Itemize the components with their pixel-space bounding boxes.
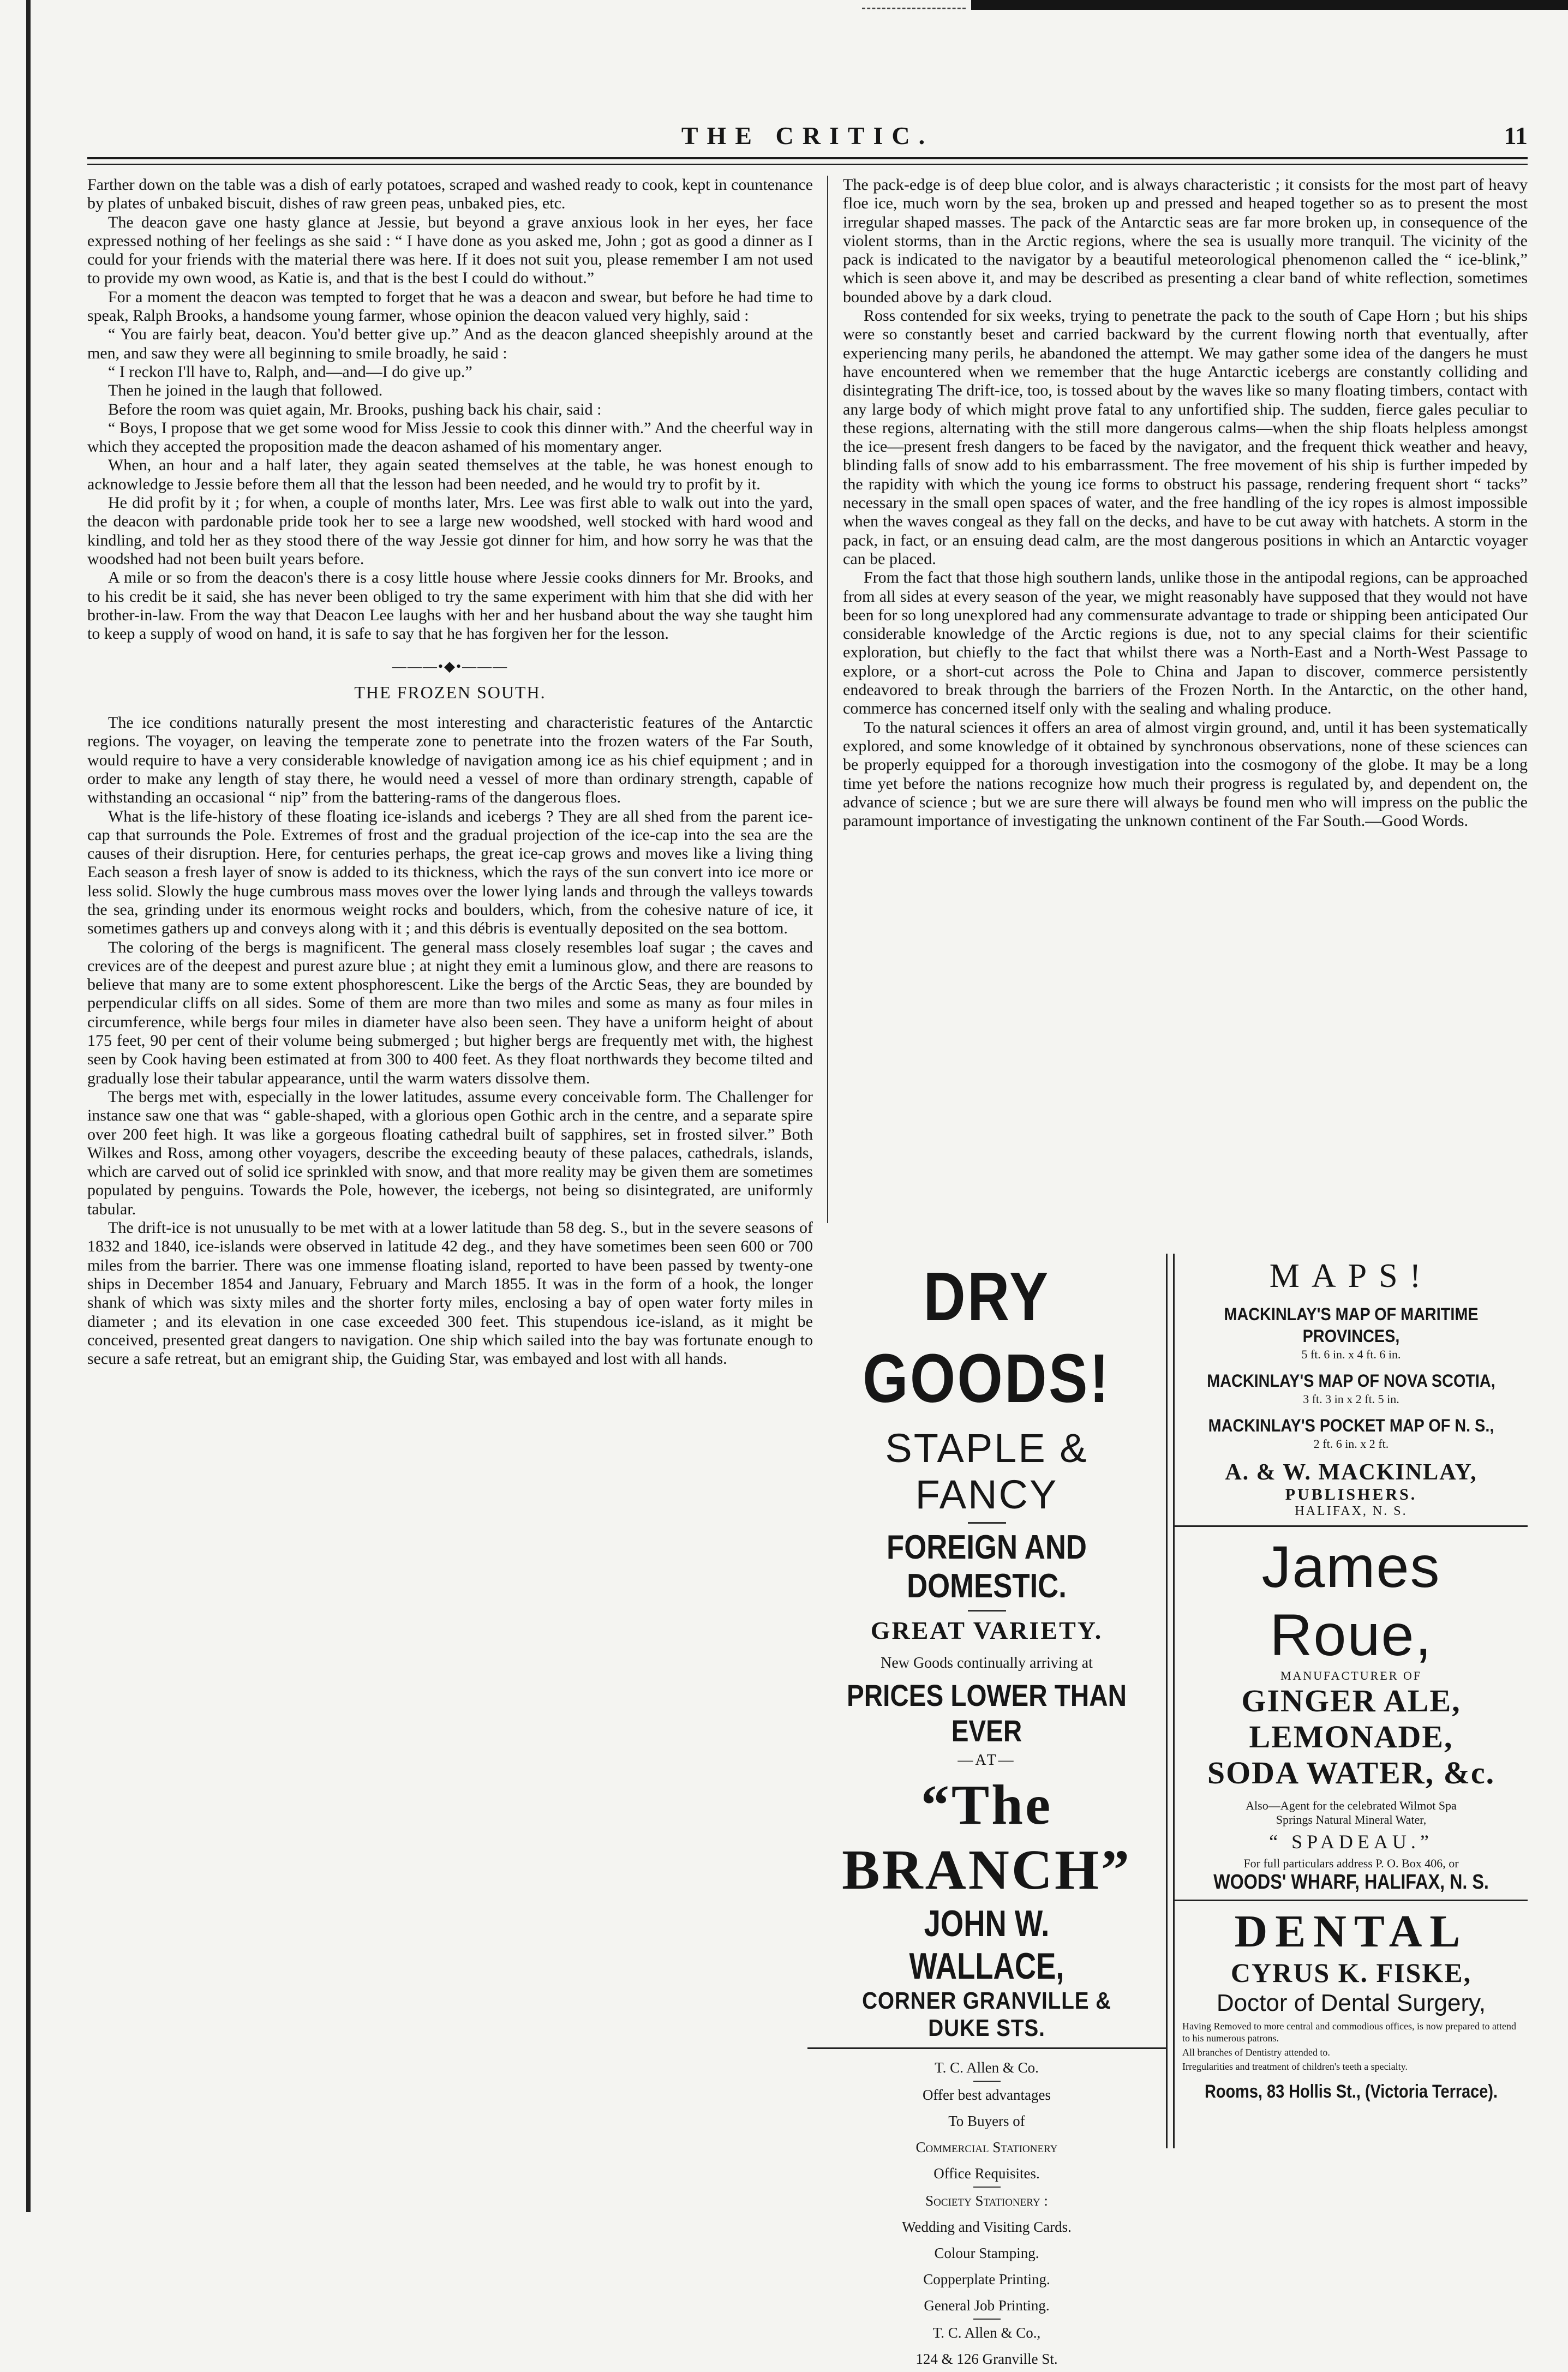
maps-city: HALIFAX, N. S.: [1295, 1504, 1408, 1518]
divider: [807, 2047, 1166, 2049]
map-item-maritime-size: 5 ft. 6 in. x 4 ft. 6 in.: [1301, 1347, 1401, 1361]
section-ornament: ———•◆•———: [392, 658, 508, 675]
drygoods-prices: PRICES LOWER THAN EVER: [846, 1678, 1127, 1748]
drygoods-wallace: JOHN W. WALLACE,: [909, 1903, 1064, 1987]
maps-title: MAPS!: [1269, 1257, 1433, 1295]
drygoods-headline: DRY GOODS!: [863, 1258, 1111, 1417]
paragraph: He did profit by it ; for when, a couple of months later, Mrs. Lee was first able to walk out into the yard, the deacon with pardonable pride took her to see a large new woodshed, well stocked with hard wood and kindling, and told her as they stood there of the way Jessie got dinner for him, and how sorry he was that the woodshed had not been built years before.: [87, 494, 813, 568]
map-item-nova-scotia: MACKINLAY'S MAP OF NOVA SCOTIA,: [1207, 1371, 1495, 1391]
paragraph: The coloring of the bergs is magnificent. The general mass closely resembles loaf sugar ; the caves and crevices are of the deepest and purest azure blue ; at night they emit a luminous glow, and there are reasons to believe that many are to some extent phosphorescent. Like the bergs of the Arctic Seas, they are bounded by perpendicular cliffs on all sides. Some of them are more than two miles and some as many as four miles in circumference, while bergs four miles in diameter have also been seen. They have a uniform height of about 175 feet, 90 per cent of their volume being submerged ; but higher bergs are frequently met with, the highest seen by Cook having been estimated at from 300 to 400 feet. As they float northwards they become tilted and gradually lose their tabular appearance, until the warm waters dissolve them.: [87, 938, 813, 1087]
drygoods-advertisement: [807, 1254, 1168, 2367]
roue-ginger-ale: GINGER ALE,: [1241, 1683, 1461, 1718]
maps-publisher: A. & W. MACKINLAY,: [1225, 1460, 1477, 1485]
paragraph: The drift-ice is not unusually to be met with at a lower latitude than 58 deg. S., but in the severe seasons of 1832 and 1840, ice-islands were observed in latitude 42 deg., and they have sometimes been seen 600 or 700 miles from the barrier. There was one immense floating island, reported to have been passed by twenty-one ships in December 1854 and January, February and March 1855. It was in the form of a hook, the longer shank of which was sixty miles and the shorter forty miles, enclosing a bay of open water forty miles in diameter ; and its elevation in one case exceeded 300 feet. This stupendous ice-island, as it might be conceived, presented great dangers to navigation. One ship which sailed into the bay was fortunate enough to secure a safe retreat, but an emigrant ship, the Guiding Star, was embayed and lost with all hands.: [87, 1219, 813, 1368]
divider: [1175, 1900, 1528, 1901]
paragraph: Then he joined in the laugh that followed.: [108, 381, 383, 400]
paragraph: “ I reckon I'll have to, Ralph, and—and—I do give up.”: [108, 362, 472, 381]
roue-wharf: WOODS' WHARF, HALIFAX, N. S.: [1213, 1871, 1489, 1894]
article-title: THE FROZEN SOUTH.: [354, 682, 546, 702]
maps-publisher-role: PUBLISHERS.: [1285, 1486, 1417, 1504]
top-dashed-rule: [862, 8, 966, 11]
masthead: THE CRITIC.: [681, 122, 934, 149]
roue-soda-water: SODA WATER, &c.: [1207, 1755, 1495, 1790]
page-number: 11: [1504, 122, 1528, 149]
stationery-line: Offer best advantages: [923, 2087, 1051, 2103]
right-column: [843, 176, 1528, 830]
dental-desc3: Irregularities and treatment of children's teeth a specialty.: [1182, 2061, 1408, 2072]
stationery-line: Wedding and Visiting Cards.: [902, 2219, 1072, 2235]
paragraph: Before the room was quiet again, Mr. Brooks, pushing back his chair, said :: [108, 400, 602, 418]
paragraph: For a moment the deacon was tempted to forget that he was a deacon and swear, but before he had time to speak, Ralph Brooks, a handsome young farmer, whose opinion the deacon valued very highly, said :: [87, 287, 813, 325]
dental-desc1: Having Removed to more central and commodious offices, is now prepared to attend to his numerous patrons.: [1182, 2021, 1516, 2044]
story-continuation: [87, 176, 813, 643]
dental-rooms: Rooms, 83 Hollis St., (Victoria Terrace).: [1205, 2081, 1498, 2102]
drygoods-variety: GREAT VARIETY.: [870, 1616, 1103, 1644]
roue-agent-line2: Springs Natural Mineral Water,: [1276, 1813, 1427, 1826]
roue-name: James Roue,: [1261, 1534, 1441, 1668]
stationery-advertisement: [807, 2054, 1166, 2372]
column-divider: [827, 176, 828, 1223]
drygoods-at: —AT—: [957, 1752, 1016, 1769]
paragraph: When, an hour and a half later, they again seated themselves at the table, he was honest enough to acknowledge to Jessie before them all that the lesson had been needed, and he would try to profit by it.: [87, 456, 813, 493]
article-body-right: [843, 176, 1528, 830]
paragraph: Ross contended for six weeks, trying to penetrate the pack to the south of Cape Horn ; but his ships were so constantly beset and carried backward by the current flowing north that eventually, after experiencing many perils, he abandoned the attempt. We may gather some idea of the dangers he must have encountered when we remember that the huge Antarctic icebergs are constantly colliding and disintegrating The drift-ice, too, is tossed about by the waves like so many floating timbers, contact with any large body of which might prove fatal to any unfortified ship. The sudden, fierce gales peculiar to these regions, alternating with the still more dangerous calms—when the ship floats helpless amongst the ice—present fresh dangers to be faced by the navigator, and the frequent thick weather and heavy, blinding falls of snow add to his embarrassment. The free movement of his ship is further impeded by the rapidity with which the young ice forms to obstruct his passage, rendering frequent short “ tacks” necessary in the small open spaces of water, and the free handling of the icy ropes is almost impossible when the waves congeal as they fall on the decks, and have to be cut away with hatchets. A storm in the pack, in fact, or an ensuing dead calm, are the most dangerous positions in which an Antarctic voyager can be placed.: [843, 307, 1528, 568]
divider: [1175, 1525, 1528, 1527]
map-item-pocket: MACKINLAY'S POCKET MAP OF N. S.,: [1208, 1416, 1494, 1435]
map-item-nova-scotia-size: 3 ft. 3 in x 2 ft. 5 in.: [1303, 1392, 1399, 1406]
drygoods-branch: “The BRANCH”: [842, 1774, 1132, 1901]
dental-title: DENTAL: [1234, 1906, 1468, 1957]
roue-brand: “ SPADEAU.”: [1269, 1831, 1433, 1853]
divider: [968, 1610, 1006, 1612]
article-body-left: [87, 714, 813, 1368]
paragraph: The deacon gave one hasty glance at Jessie, but beyond a grave anxious look in her eyes, her face expressed nothing of her feelings as she said : “ I have done as you asked me, John ; got as good a dinner as I could for your friends with the material there was here. If it does not suit you, please remember I am not used to provide my own wood, as Katie is, and that is the best I could do without.”: [87, 213, 813, 287]
page-header: [87, 121, 1528, 152]
paragraph: “ Boys, I propose that we get some wood for Miss Jessie to cook this dinner with.” And the cheerful way in which they accepted the proposition made the deacon ashamed of his momentary anger.: [87, 418, 813, 456]
stationery-line: Office Requisites.: [933, 2165, 1040, 2182]
map-item-maritime: MACKINLAY'S MAP OF MARITIME PROVINCES,: [1224, 1304, 1479, 1346]
divider: [968, 1522, 1006, 1524]
dental-degree: Doctor of Dental Surgery,: [1216, 1990, 1486, 2016]
map-item-pocket-size: 2 ft. 6 in. x 2 ft.: [1313, 1437, 1389, 1451]
roue-lemonade: LEMONADE,: [1249, 1719, 1453, 1754]
stationery-line: Society Stationery :: [925, 2193, 1048, 2209]
stationery-line: 124 & 126 Granville St.: [915, 2351, 1058, 2367]
roue-agent-line1: Also—Agent for the celebrated Wilmot Spa: [1246, 1799, 1457, 1812]
stationery-line: General Job Printing.: [924, 2297, 1050, 2314]
paragraph: What is the life-history of these floating ice-islands and icebergs ? They are all shed from the parent ice-cap that surrounds the Pole. Extremes of frost and the gradual projection of the ice-cap into the sea are the causes of their disruption. Here, for centuries perhaps, the great ice-cap grows and moves like a living thing Each season a fresh layer of snow is added to its thickness, which the rays of the sun convert into ice more or less solid. Slowly the huge cumbrous mass moves over the lower lying lands and through the valleys towards the sea, grinding under its enormous weight rocks and boulders, which, from the cohesive nature of ice, it sometimes gathers up and conveys along with it ; and this débris is eventually deposited on the sea bottom.: [87, 807, 813, 938]
header-rule: [87, 157, 1528, 165]
dental-desc2: All branches of Dentistry attended to.: [1182, 2047, 1330, 2058]
right-advertisements: [1173, 1254, 1528, 2148]
paragraph: The ice conditions naturally present the most interesting and characteristic features of the Antarctic regions. The voyager, on leaving the temperate zone to penetrate into the frozen waters of the Far South, would require to have a very considerable knowledge of navigation among ice as his chief equipment ; and in order to make any length of stay there, he would need a vessel of more than ordinary strength, capable of withstanding an occasional “ nip” from the battering-rams of the dangerous floes.: [87, 714, 813, 807]
paragraph: To the natural sciences it offers an area of almost virgin ground, and, until it has been systematically explored, and some knowledge of it obtained by synchronous observations, none of these sciences can be properly equipped for a thorough investigation into the cosmogony of the globe. It may be a long time yet before the nations recognize how much their progress is regulated by, and dependent on, the advance of science ; but we are sure there will always be found men who will impress on the public the paramount importance of investigating the unknown continent of the Far South.—Good Words.: [843, 718, 1528, 830]
stationery-line: To Buyers of: [948, 2113, 1025, 2129]
page-left-edge: [26, 0, 31, 2212]
stationery-line: T. C. Allen & Co.,: [932, 2325, 1041, 2341]
stationery-line: T. C. Allen & Co.: [935, 2059, 1039, 2076]
roue-address: For full particulars address P. O. Box 406, or: [1243, 1856, 1459, 1870]
paragraph: “ You are fairly beat, deacon. You'd better give up.” And as the deacon glanced sheepishly around at the men, and saw they were all beginning to smile broadly, he said :: [87, 325, 813, 362]
paragraph: A mile or so from the deacon's there is a cosy little house where Jessie cooks dinners for Mr. Brooks, and to his credit be it said, she has never been obliged to try the same experiment with him that she did with her brother-in-law. From the way that Deacon Lee laughs with her and her husband about the way she taught him to keep a supply of wood on hand, it is safe to say that he has forgiven her for the lesson.: [87, 568, 813, 643]
drygoods-corner: CORNER GRANVILLE & DUKE STS.: [862, 1987, 1111, 2041]
stationery-line: Copperplate Printing.: [923, 2271, 1050, 2287]
paragraph: From the fact that those high southern lands, unlike those in the antipodal regions, can be approached from all sides at every season of the year, we might reasonably have supposed that they would not have been for so long unexplored had any commensurate advantage to trade or shipping been anticipated Our considerable knowledge of the Arctic regions is due, not to any special claims for their scientific exploration, but chiefly to the fact that whilst there was a North-East and a North-West Passage to explore, or a short-cut across the Pole to China and Japan to discover, commerce persistently endeavored to break through the barriers of the Frozen North. In the Antarctic, on the other hand, commerce has concerned itself only with the sealing and whaling produce.: [843, 568, 1528, 718]
stationery-line: Colour Stamping.: [934, 2245, 1039, 2261]
roue-role: MANUFACTURER OF: [1280, 1669, 1422, 1682]
dental-name: CYRUS K. FISKE,: [1230, 1957, 1472, 1988]
paragraph: Farther down on the table was a dish of early potatoes, scraped and washed ready to cook, kept in countenance by plates of unbaked biscuit, dishes of raw green peas, unbaked pies, etc.: [87, 176, 813, 213]
stationery-line: Commercial Stationery: [915, 2139, 1058, 2155]
drygoods-staple: STAPLE & FANCY: [885, 1425, 1088, 1517]
paragraph: The pack-edge is of deep blue color, and is always characteristic ; it consists for the most part of heavy floe ice, much worn by the sea, broken up and pressed and heaped together so as to present the most irregular shaped masses. The pack of the Antarctic seas are far more broken up, in consequence of the violent storms, than in the Arctic regions, where the sea is usually more tranquil. The vicinity of the pack is indicated to the navigator by a beautiful meteorological phenomenon called the “ ice-blink,” which is seen above it, and may be described as presenting a clear band of white reflection, sometimes bounded above by a dark cloud.: [843, 176, 1528, 306]
paragraph: The bergs met with, especially in the lower latitudes, assume every conceivable form. The Challenger for instance saw one that was “ gable-shaped, with a glorious open Gothic arch in the centre, and a separate spire over 200 feet high. It was like a gorgeous floating cathedral built of sapphires, set in frosted silver.” Both Wilkes and Ross, among other voyagers, describe the exceeding beauty of these palaces, cathedrals, islands, which are carved out of solid ice sprinkled with snow, and that more reality may be given them are sometimes populated by penguins. Towards the Pole, however, the icebergs, not being so disintegrated, are uniformly tabular.: [87, 1087, 813, 1218]
left-column: [87, 176, 813, 1368]
drygoods-new-goods: New Goods continually arriving at: [881, 1655, 1093, 1672]
top-black-bar: [971, 0, 1568, 10]
drygoods-foreign: FOREIGN AND DOMESTIC.: [887, 1529, 1087, 1605]
